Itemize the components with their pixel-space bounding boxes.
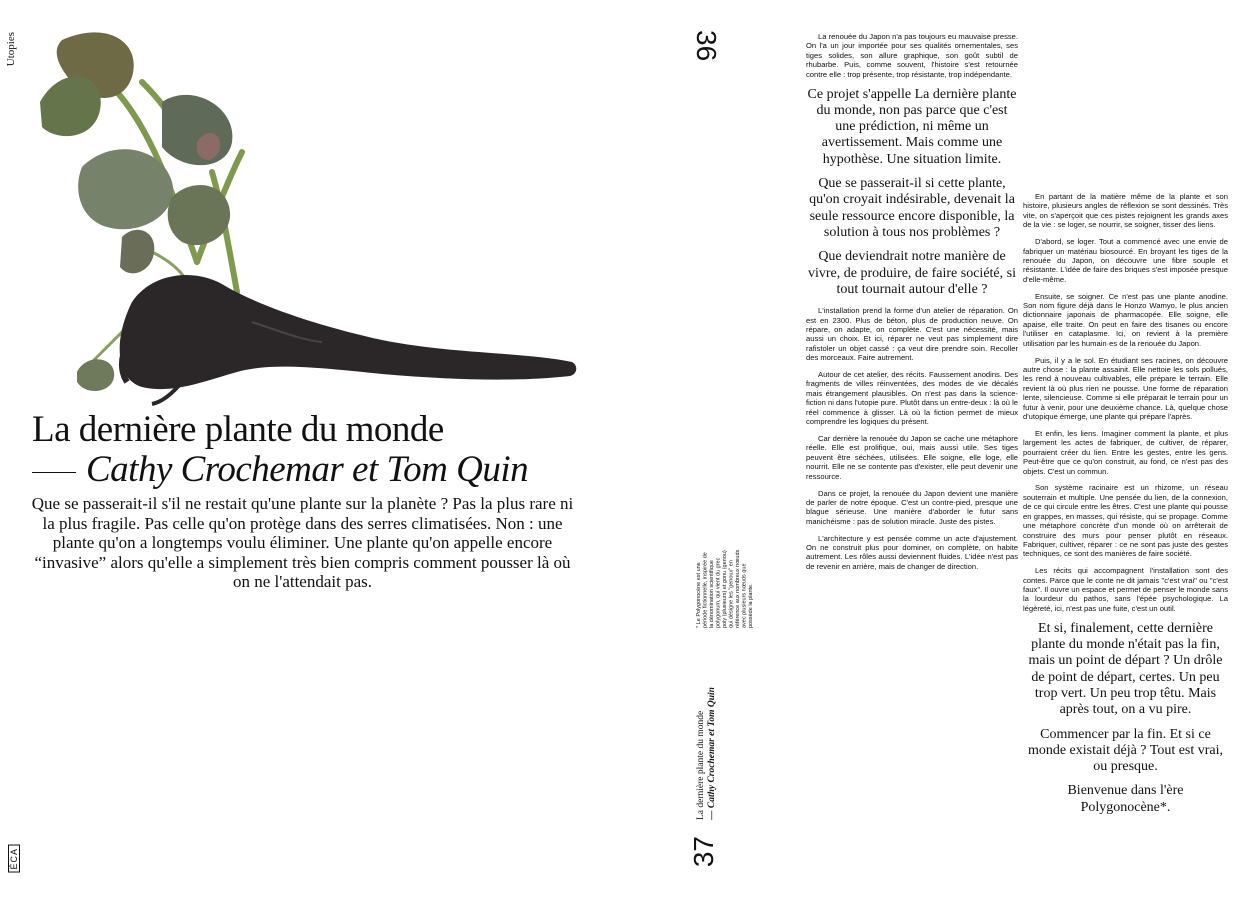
- spine-credit: [696, 660, 722, 820]
- knotweed-plant-image: [22, 22, 582, 407]
- em-dash: [32, 472, 76, 473]
- pull-quote: Que se passerait-il si cette plante, qu'on croyait indésirable, devenait la seule ressource encore disponible, la solution à tous nos problèmes ?: [809, 176, 1015, 240]
- spine-title: La dernière plante du monde: [696, 710, 706, 820]
- footnote: * Le Polygonocène est une période fictionnelle, inspirée de la dénomination scientifique polygonum, qui vient du grec poly (plusieurs) et gonu (genou) qui désigne les "genoux" en référence aux nombreux nœuds avec plusieurs nœuds que possède la plante.: [696, 549, 754, 628]
- pull-quote: Que deviendrait notre manière de vivre, de produire, de faire société, si tout tournait autour d'elle ?: [808, 249, 1016, 297]
- paragraph: Autour de cet atelier, des récits. Faussement anodins. Des fragments de villes réinventées, des modes de vie décalés mais étrangement plausibles. On n'est pas dans la science-fiction ni dans l'utopie pure. Plutôt dans un entre-deux : là où le réel commence à glisser. Là où la fiction permet de mieux comprendre les logiques du présent.: [806, 370, 1018, 427]
- authors-text: Cathy Crochemar et Tom Quin: [86, 449, 529, 490]
- article-title: [32, 410, 592, 490]
- paragraph: Les récits qui accompagnent l'installation sont des contes. Parce que le conte ne dit jamais "c'est vrai" ou "c'est faux". Il ouvre un espace et permet de penser le monde sans la lourdeur du pathos, sans l'épée psychologique. La légèreté, ici, n'est pas une fuite, c'est un outil.: [1023, 566, 1228, 613]
- paragraph: Ensuite, se soigner. Ce n'est pas une plante anodine. Son nom figure déjà dans le Honzo Wamyo, le plus ancien dictionnaire japonais de pharmacopée. Elle soigne, elle apaise, elle traite. On peut en faire des tisanes ou encore l'utiliser en cataplasme. Ici, on revient à la première utilisation par les humain·es de la renouée du Japon.: [1023, 291, 1228, 348]
- text-column-2: [1023, 192, 1228, 824]
- paragraph: Et enfin, les liens. Imaginer comment la plante, et plus largement les actes de fabriquer, de cultiver, de réparer, pourraient créer du lien. Entre les gestes, entre les gens. Peut-être que ce qu'on construit, au fond, ce n'est pas des objets. C'est un commun.: [1023, 428, 1228, 476]
- intro-paragraph: Que se passerait-il s'il ne restait qu'une plante sur la planète ? Pas la plus rare ni la plus fragile. Pas celle qu'on protège dans des serres climatisées. Non : une plante qu'on a longtemps voulu éliminer. Une plante qu'on appelle encore “invasive” alors qu'elle a simplement très bien compris comment pousser là où on ne l'attendait pas.: [31, 494, 574, 591]
- paragraph: La renouée du Japon n'a pas toujours eu mauvaise presse. On l'a un jour importée pour ses qualités ornementales, ses tiges solides, son allure graphique, son goût subtil de rhubarbe. Puis, comme souvent, l'histoire s'est retournée contre elle : trop présente, trop résistante, trop indépendante.: [806, 32, 1018, 79]
- magazine-section-label: Utopies: [5, 32, 17, 67]
- paragraph: Car derrière la renouée du Japon se cache une métaphore réelle. Elle est prolifique, oui, mais aussi utile. Ses tiges peuvent être séchées, utilisées. Elle soigne, elle loge, elle nourrit. Elle ne se contente pas d'exister, elle peut devenir une ressource.: [806, 433, 1018, 481]
- page-number-top: 36: [691, 30, 722, 62]
- text-column-1: [806, 32, 1018, 579]
- publisher-logo: ÉCA: [8, 845, 20, 873]
- paragraph: Puis, il y a le sol. En étudiant ses racines, on découvre autre chose : la plante assainit. Elle nettoie les sols pollués, les rend à nouveau cultivables, elle prépare le terrain. Elle revient là où plus rien ne pousse. Une forme de réparation lente, silencieuse. Comme si elle préparait le terrain pour un futur à venir, pour une deuxième chance. Là, quelque chose d'utopique émerge, une plante qui prépare l'après.: [1023, 355, 1228, 422]
- paragraph: L'architecture y est pensée comme un acte d'ajustement. On ne construit plus pour dominer, on complète, on habite autrement. Les rôles aussi deviennent fluides. L'idée n'est pas de revenir en arrière, mais de changer de direction.: [806, 533, 1018, 571]
- paragraph: D'abord, se loger. Tout a commencé avec une envie de fabriquer un matériau biosourcé. En broyant les tiges de la renouée du Japon, on découvre une fibre souple et résistante. L'idée de faire des briques s'est imposée presque d'elle-même.: [1023, 237, 1228, 284]
- pull-quote: Commencer par la fin. Et si ce monde existait déjà ? Tout est vrai, ou presque.: [1027, 726, 1224, 775]
- title-authors: [32, 450, 592, 490]
- title-line: La dernière plante du monde: [32, 409, 444, 450]
- spine-authors: — Cathy Crochemar et Tom Quin: [707, 687, 717, 820]
- paragraph: Son système racinaire est un rhizome, un réseau souterrain et multiple. Une pensée du lien, de la connexion, de ce qui circule entre les êtres. C'est une plante qui pousse en grappes, en masses, qui résiste, qui se propage. Comme une métaphore concrète d'un monde où on arrêterait de construire des murs pour penser plutôt en réseaux. Fabriquer, cultiver, réparer : ce ne sont pas juste des gestes techniques, ce sont des manières de faire société.: [1023, 483, 1228, 559]
- pull-quote: Ce projet s'appelle La dernière plante du monde, non pas parce que c'est une prédiction, ni même un avertissement. Mais comme une hypothèse. Une situation limite.: [807, 86, 1017, 167]
- pull-quote: Bienvenue dans l'ère Polygonocène*.: [1067, 783, 1184, 815]
- paragraph: En partant de la matière même de la plante et son histoire, plusieurs angles de réflexion se sont dessinés. Très vite, on s'aperçoit que ces pistes rejoignent les grands axes de la vie : se loger, se nourrir, se soigner, tisser des liens.: [1023, 192, 1228, 230]
- page-number-bottom: 37: [688, 836, 719, 868]
- pull-quote: Et si, finalement, cette dernière plante du monde n'était pas la fin, mais un point de départ ? Un drôle de point de départ, certes. Un peu trop vert. Un peu trop têtu. Mais après tout, on a vu pire.: [1028, 620, 1223, 718]
- paragraph: L'installation prend la forme d'un atelier de réparation. On est en 2300. Plus de béton, plus de production neuve. On répare, on adapte, on complète. C'est une nécessité, mais aussi un choix. Et ici, réparer ne veut pas simplement dire rafistoler un objet cassé : ça veut dire prendre soin. Recoller des morceaux. Faire autrement.: [806, 306, 1018, 363]
- paragraph: Dans ce projet, la renouée du Japon devient une manière de parler de notre époque. C'est un contre-pied, presque une blague sérieuse. Une manière d'aborder le futur sans manichéisme : pas de solution miracle. Juste des pistes.: [806, 488, 1018, 526]
